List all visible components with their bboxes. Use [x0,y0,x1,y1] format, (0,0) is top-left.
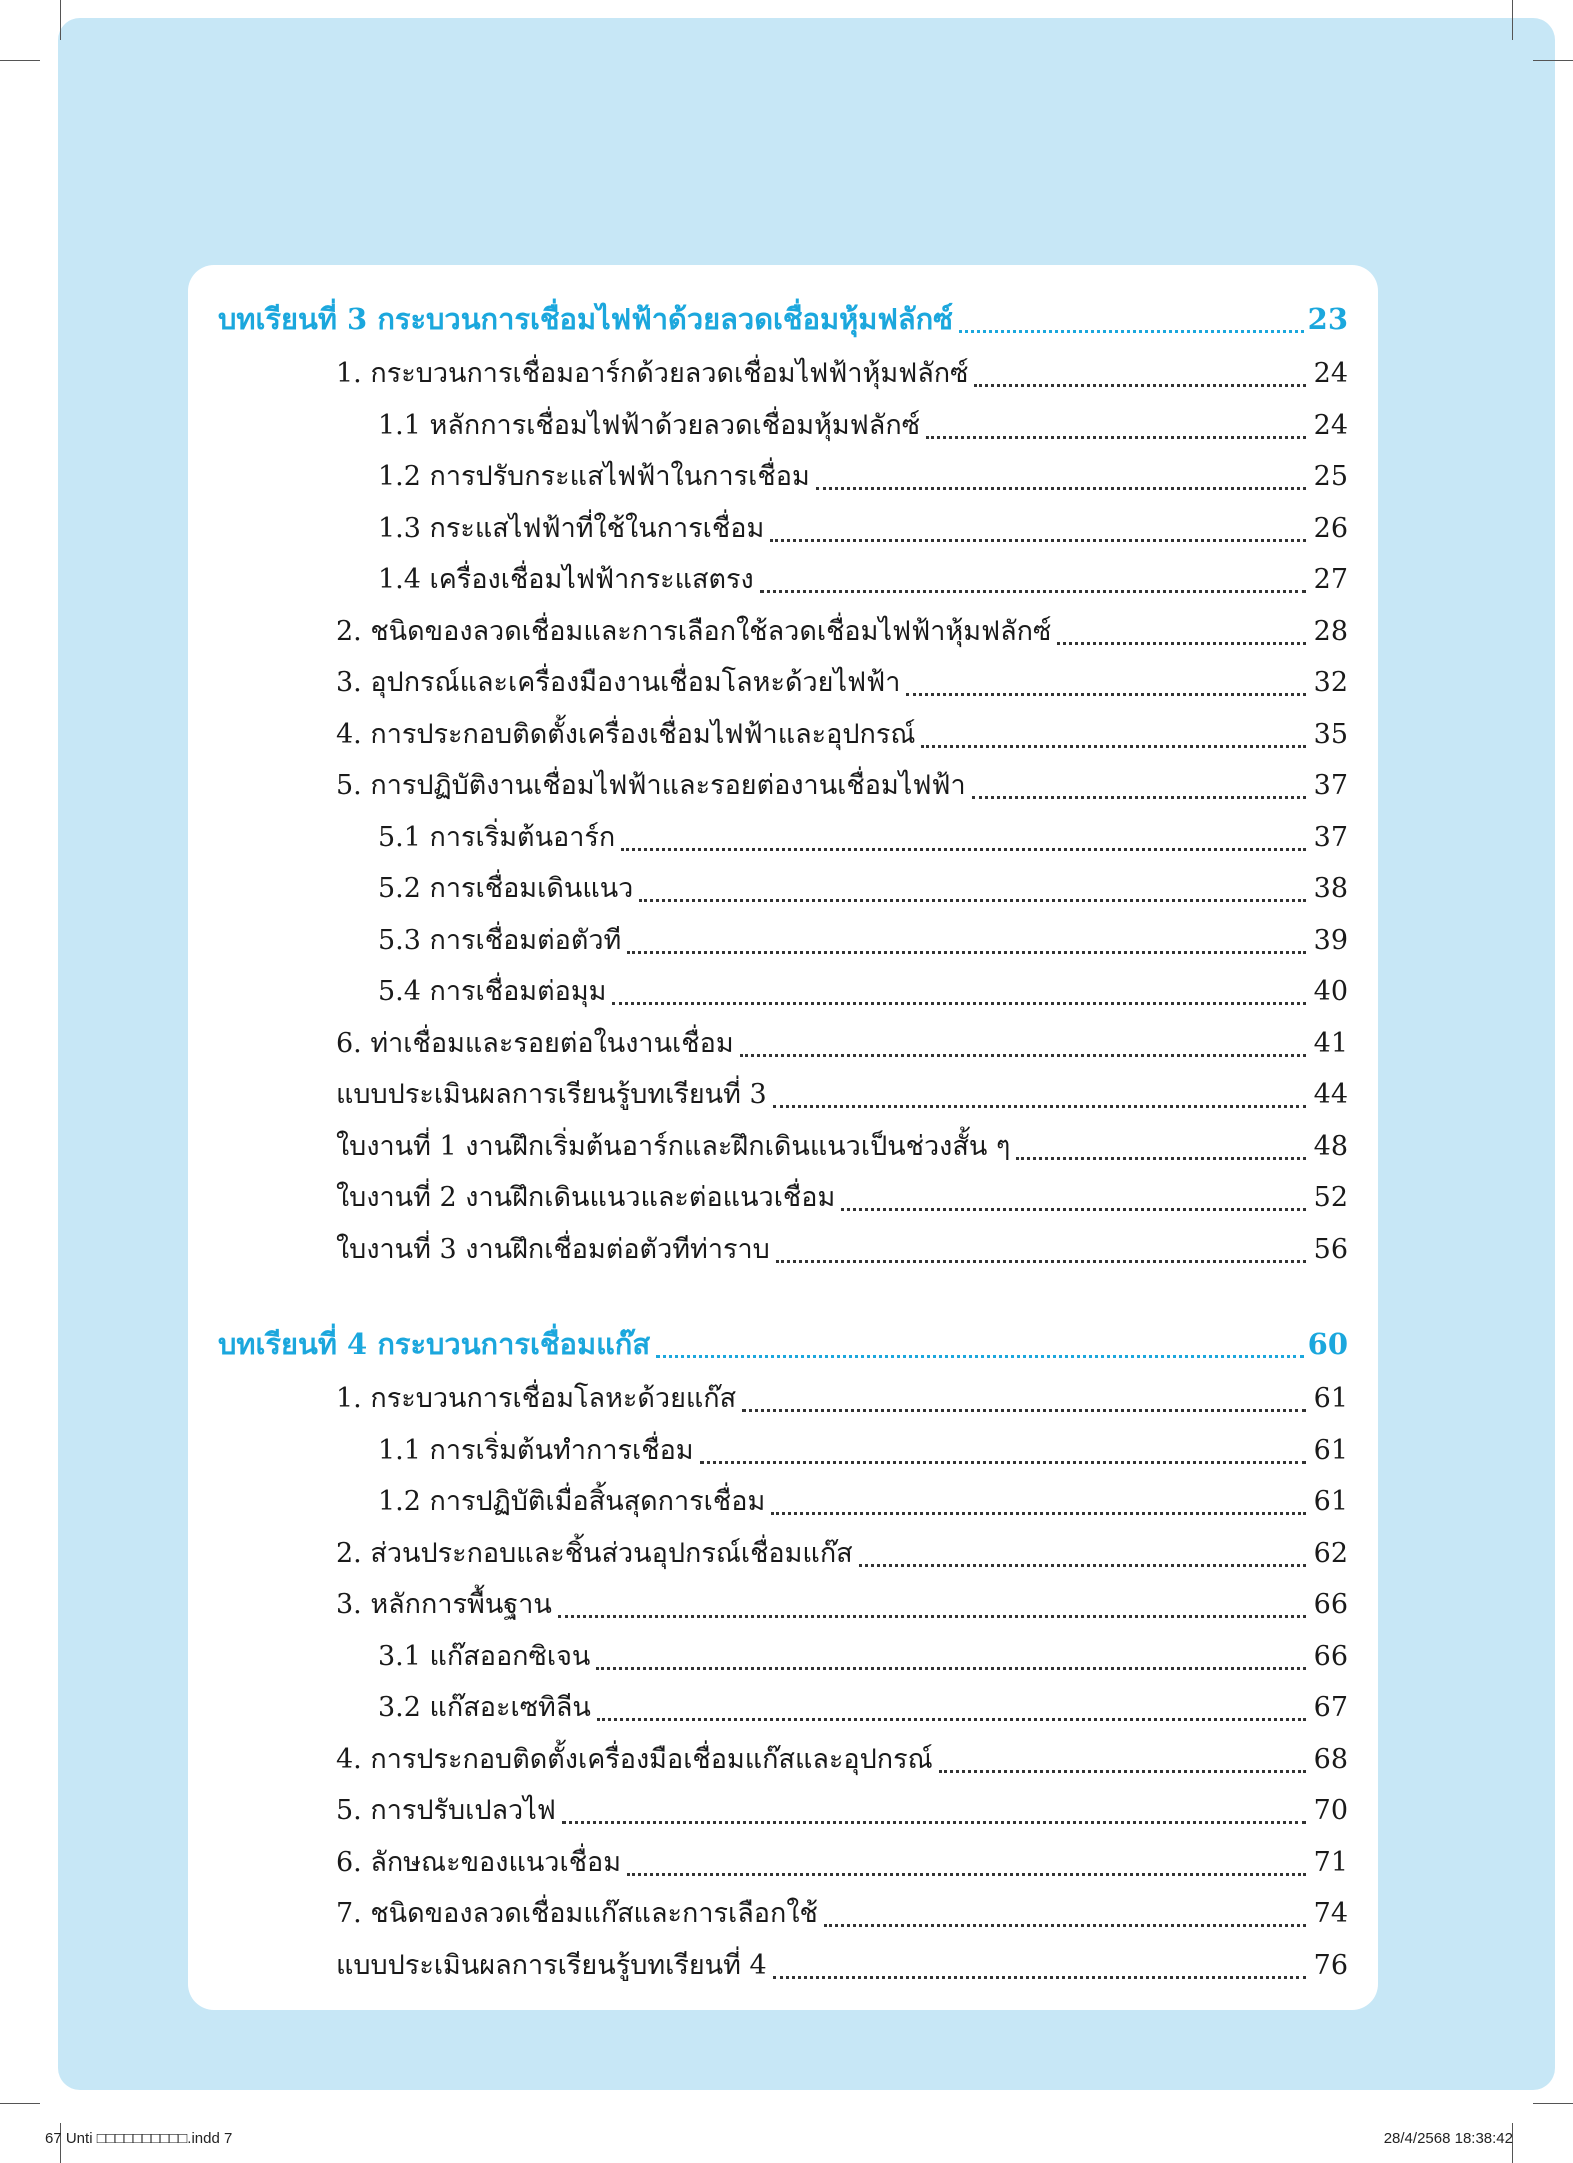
dot-leader [558,1611,1306,1618]
toc-section-lesson-3 [218,290,1348,1275]
toc-entry [218,915,1348,967]
toc-entry-label: 1.1 การเริ่มต้นทำการเชื่อม [378,1434,694,1466]
dot-leader [742,1405,1306,1412]
toc-entry-page-number: 48 [1313,1130,1348,1162]
toc-entry-label: 1.1 หลักการเชื่อมไฟฟ้าด้วยลวดเชื่อมหุ้มฟลักซ์ [378,409,921,441]
toc-entry [218,1018,1348,1070]
toc-entry [218,348,1348,400]
toc-entry [218,760,1348,812]
crop-mark [0,2103,40,2104]
dot-leader [926,432,1306,439]
toc-entry [218,1069,1348,1121]
dot-leader [740,1050,1306,1057]
toc-entry [218,503,1348,555]
toc-entry-label: ใบงานที่ 3 งานฝึกเชื่อมต่อตัวทีท่าราบ [336,1233,770,1265]
toc-entry [218,554,1348,606]
toc-entry [218,1579,1348,1631]
toc-entry-label: 1.3 กระแสไฟฟ้าที่ใช้ในการเชื่อม [378,512,765,544]
dot-leader [959,326,1304,333]
toc-entry [218,1734,1348,1786]
toc-entry [218,400,1348,452]
toc-entry-page-number: 61 [1313,1383,1348,1414]
toc-entry-label: 1.2 การปรับกระแสไฟฟ้าในการเชื่อม [378,461,810,492]
toc-entry-page-number: 27 [1313,564,1348,595]
toc-entry-label: 1. กระบวนการเชื่อมอาร์กด้วยลวดเชื่อมไฟฟ้าหุ้มฟลักซ์ [336,358,969,389]
dot-leader [773,1972,1306,1979]
toc-entry-page-number: 25 [1313,461,1348,492]
toc-entry [218,451,1348,503]
dot-leader [562,1817,1306,1824]
toc-entry-label: 3. อุปกรณ์และเครื่องมืองานเชื่อมโลหะด้วยไฟฟ้า [336,667,901,698]
toc-entry-label: ใบงานที่ 2 งานฝึกเดินแนวและต่อแนวเชื่อม [336,1182,836,1213]
toc-entry [218,1682,1348,1734]
toc-entry [218,966,1348,1018]
toc-entry-page-number: 40 [1313,976,1348,1007]
toc-entry-label: 5.2 การเชื่อมเดินแนว [378,873,634,904]
dot-leader [621,844,1306,851]
toc-entry [218,1172,1348,1224]
toc-entry [218,1425,1348,1477]
dot-leader [824,1920,1306,1927]
toc-entry-page-number: 41 [1313,1027,1348,1059]
lesson-heading [218,290,1348,348]
toc-entry-label: 1.4 เครื่องเชื่อมไฟฟ้ากระแสตรง [378,564,754,595]
dot-leader [771,1508,1306,1515]
lesson-heading-label: บทเรียนที่ 3 กระบวนการเชื่อมไฟฟ้าด้วยลวดเชื่อมหุ้มฟลักซ์ [218,302,953,336]
toc-entry [218,1631,1348,1683]
toc-entry-label: 1. กระบวนการเชื่อมโลหะด้วยแก๊ส [336,1383,737,1414]
toc-entry-label: ใบงานที่ 1 งานฝึกเริ่มต้นอาร์กและฝึกเดินแนวเป็นช่วงสั้น ๆ [336,1130,1011,1162]
toc-entry-label: 2. ส่วนประกอบและชิ้นส่วนอุปกรณ์เชื่อมแก๊ส [336,1537,853,1569]
dot-leader [760,586,1306,593]
dot-leader [974,380,1306,387]
toc-entry-page-number: 61 [1313,1434,1348,1466]
toc-entry-label: 6. ท่าเชื่อมและรอยต่อในงานเชื่อม [336,1027,734,1059]
toc-entry-label: 7. ชนิดของลวดเชื่อมแก๊สและการเลือกใช้ [336,1898,818,1929]
toc-entry-label: 2. ชนิดของลวดเชื่อมและการเลือกใช้ลวดเชื่อมไฟฟ้าหุ้มฟลักซ์ [336,615,1052,647]
lesson-heading-page-number: 60 [1307,1327,1348,1361]
dot-leader [597,1714,1306,1721]
crop-mark [1533,60,1573,61]
toc-entry-page-number: 66 [1313,1640,1348,1672]
toc-entry-label: 5.3 การเชื่อมต่อตัวที [378,924,622,956]
toc-entry [218,1121,1348,1173]
toc-entry-page-number: 38 [1313,873,1348,904]
toc-entry [218,1837,1348,1889]
dot-leader [921,741,1306,748]
toc-entry-label: 5. การปฏิบัติงานเชื่อมไฟฟ้าและรอยต่องานเชื่อมไฟฟ้า [336,770,966,801]
crop-mark [60,0,61,40]
toc-entry-page-number: 67 [1313,1692,1348,1723]
toc-entry-page-number: 35 [1313,718,1348,750]
dot-leader [656,1351,1304,1358]
toc-entry-label: 5.1 การเริ่มต้นอาร์ก [378,821,616,853]
toc-entry [218,1476,1348,1528]
toc-entry-label: 6. ลักษณะของแนวเชื่อม [336,1846,622,1878]
dot-leader [972,792,1306,799]
toc-entry-page-number: 74 [1313,1898,1348,1929]
lesson-heading [218,1315,1348,1373]
crop-mark [1512,0,1513,40]
toc-entry-label: 3.2 แก๊สอะเซทิลีน [378,1692,591,1723]
toc-entry-label: 5.4 การเชื่อมต่อมุม [378,976,607,1007]
toc-entry [218,657,1348,709]
dot-leader [770,535,1306,542]
toc-entry-page-number: 71 [1313,1846,1348,1878]
toc-entry-page-number: 24 [1313,409,1348,441]
toc-entry-page-number: 26 [1313,512,1348,544]
footer-file-slug: 67 Unti □□□□□□□□□□.indd 7 [45,2130,233,2147]
toc-entry-label: แบบประเมินผลการเรียนรู้บทเรียนที่ 4 [336,1949,767,1981]
toc-entry [218,709,1348,761]
toc-entry-page-number: 39 [1313,924,1348,956]
toc-entry-page-number: 76 [1313,1949,1348,1981]
toc-entry-label: 1.2 การปฏิบัติเมื่อสิ้นสุดการเชื่อม [378,1486,766,1517]
toc-entry-label: 3. หลักการพื้นฐาน [336,1589,552,1620]
toc-entry [218,1528,1348,1580]
crop-mark [1533,2103,1573,2104]
toc-entry-label: 5. การปรับเปลวไฟ [336,1795,556,1826]
toc-section-lesson-4 [218,1315,1348,1991]
toc-entry-label: แบบประเมินผลการเรียนรู้บทเรียนที่ 3 [336,1079,767,1110]
toc-entry-label: 4. การประกอบติดตั้งเครื่องเชื่อมไฟฟ้าและอุปกรณ์ [336,718,916,750]
dot-leader [906,689,1306,696]
dot-leader [859,1560,1306,1567]
toc-entry-page-number: 37 [1313,770,1348,801]
crop-mark [0,60,40,61]
dot-leader [1016,1153,1306,1160]
dot-leader [700,1457,1306,1464]
toc-entry [218,1785,1348,1837]
toc-entry-page-number: 28 [1313,615,1348,647]
toc-entry-label: 3.1 แก๊สออกซิเจน [378,1640,591,1672]
toc-entry-page-number: 32 [1313,667,1348,698]
toc-entry-page-number: 62 [1313,1537,1348,1569]
dot-leader [939,1766,1306,1773]
footer-timestamp: 28/4/2568 18:38:42 [1383,2130,1513,2147]
toc-entry-page-number: 61 [1313,1486,1348,1517]
dot-leader [612,998,1306,1005]
dot-leader [776,1256,1306,1263]
toc-entry [218,1373,1348,1425]
toc-entry-page-number: 68 [1313,1743,1348,1775]
toc-entry-page-number: 52 [1313,1182,1348,1213]
toc-entry [218,1940,1348,1992]
toc-entry [218,606,1348,658]
lesson-heading-page-number: 23 [1307,302,1348,336]
dot-leader [1057,638,1306,645]
toc-entry [218,1224,1348,1276]
toc-entry-page-number: 56 [1313,1233,1348,1265]
dot-leader [773,1101,1306,1108]
dot-leader [627,1869,1306,1876]
toc-entry-page-number: 44 [1313,1079,1348,1110]
toc-entry [218,863,1348,915]
dot-leader [627,947,1306,954]
dot-leader [639,895,1306,902]
dot-leader [841,1204,1306,1211]
toc-entry-page-number: 66 [1313,1589,1348,1620]
dot-leader [816,483,1306,490]
toc-entry-page-number: 37 [1313,821,1348,853]
toc-entry-label: 4. การประกอบติดตั้งเครื่องมือเชื่อมแก๊สและอุปกรณ์ [336,1743,933,1775]
toc-entry-page-number: 70 [1313,1795,1348,1826]
toc-entry [218,1888,1348,1940]
toc-entry-page-number: 24 [1313,358,1348,389]
dot-leader [596,1663,1306,1670]
toc-entry [218,812,1348,864]
lesson-heading-label: บทเรียนที่ 4 กระบวนการเชื่อมแก๊ส [218,1327,651,1361]
